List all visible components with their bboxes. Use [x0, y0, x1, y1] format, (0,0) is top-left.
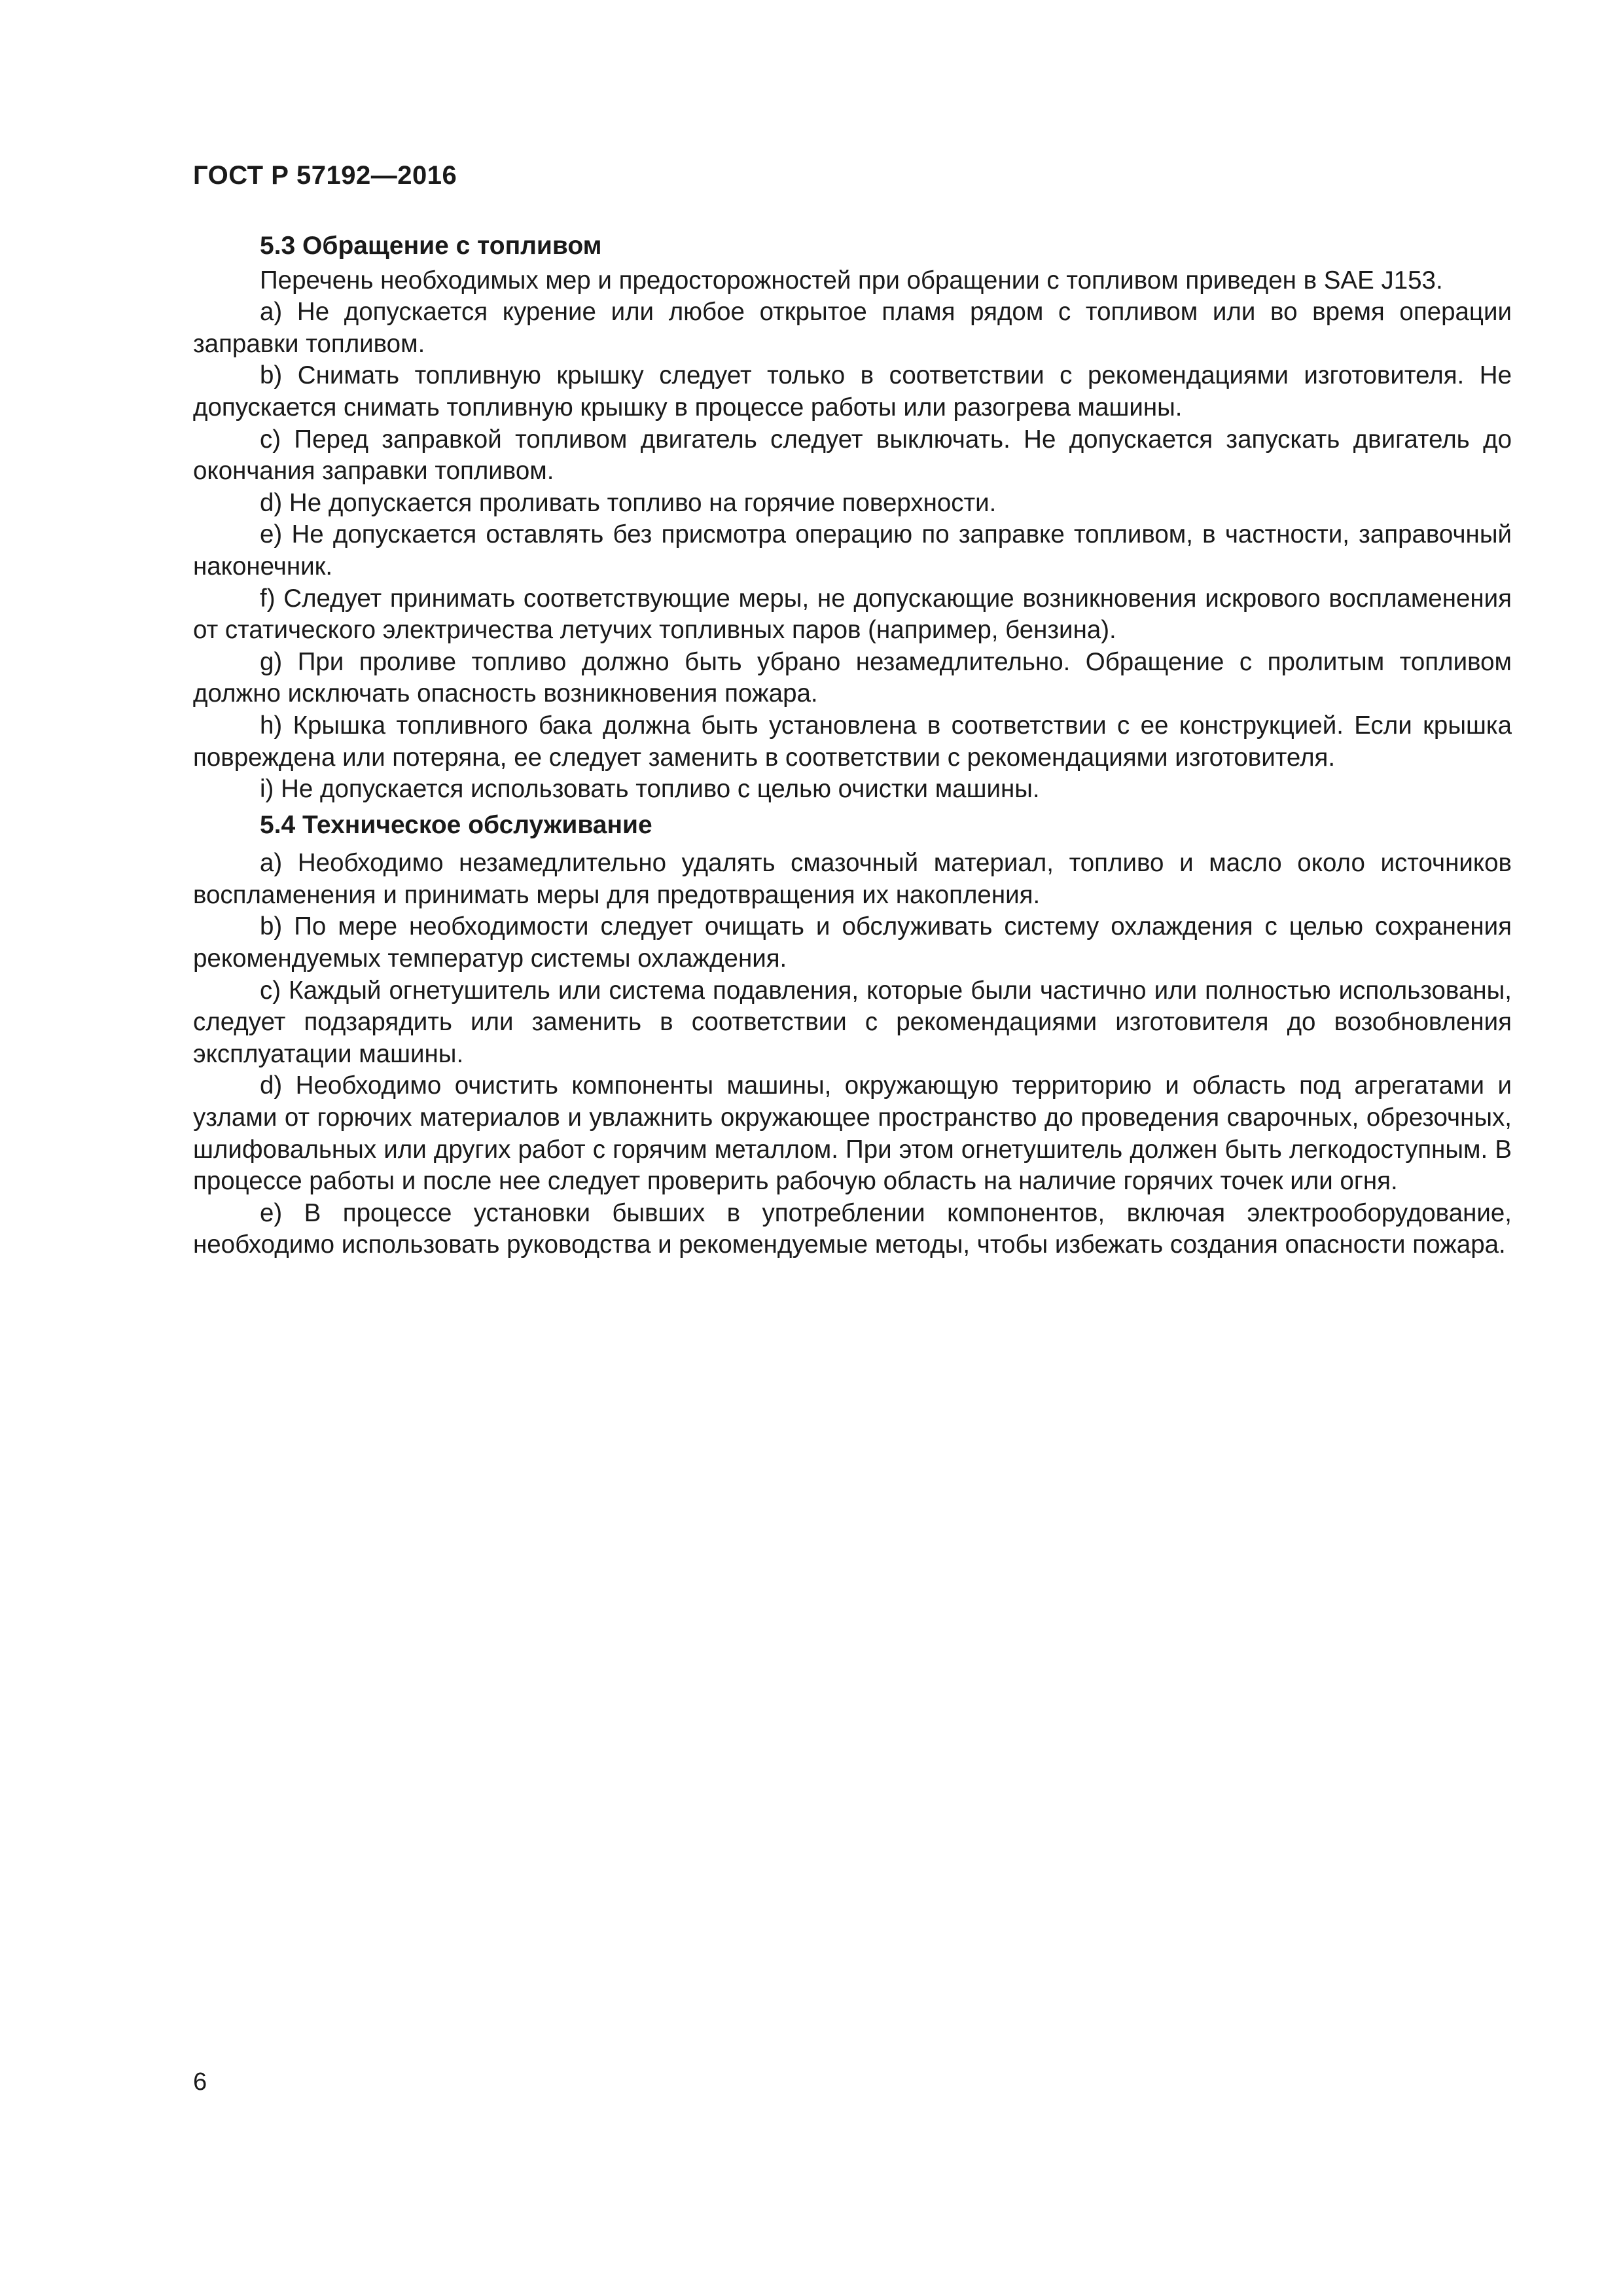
section-5-3-intro: Перечень необходимых мер и предосторожностей при обращении с топливом приведен в SAE J153.	[260, 266, 1443, 295]
page-body	[193, 230, 1512, 1261]
list-item: d) Не допускается проливать топливо на горячие поверхности.	[260, 488, 997, 517]
list-item: c) Каждый огнетушитель или система подавления, которые были частично или полностью использованы, следует подзарядить или заменить в соответствии с рекомендациями изготовителя до возобновления эксплуатации машины.	[193, 976, 1512, 1068]
list-item: a) Необходимо незамедлительно удалять смазочный материал, топливо и масло около источников воспламенения и принимать меры для предотвращения их накопления.	[193, 849, 1512, 909]
section-heading-5-4: 5.4 Техническое обслуживание	[260, 810, 652, 839]
list-item: e) В процессе установки бывших в употреблении компонентов, включая электрооборудование, необходимо использовать руководства и рекомендуемые методы, чтобы избежать создания опасности пожара.	[193, 1198, 1512, 1259]
list-item: b) По мере необходимости следует очищать и обслуживать систему охлаждения с целью сохранения рекомендуемых температур системы охлаждения.	[193, 912, 1512, 973]
list-item: e) Не допускается оставлять без присмотра операцию по заправке топливом, в частности, заправочный наконечник.	[193, 520, 1512, 581]
section-heading-5-3: 5.3 Обращение с топливом	[260, 232, 602, 260]
list-item: d) Необходимо очистить компоненты машины, окружающую территорию и область под агрегатами и узлами от горючих материалов и увлажнить окружающее пространство до проведения сварочных, обрезочных, шлифовальных или других работ с горячим металлом. При этом огнетушитель должен быть легкодоступным. В процессе работы и после нее следует проверить рабочую область на наличие горячих точек или огня.	[193, 1071, 1512, 1196]
list-item: f) Следует принимать соответствующие меры, не допускающие возникновения искрового воспламенения от статического электричества летучих топливных паров (например, бензина).	[193, 584, 1512, 645]
list-item: h) Крышка топливного бака должна быть установлена в соответствии с ее конструкцией. Если крышка повреждена или потеряна, ее следует заменить в соответствии с рекомендациями изготовителя.	[193, 711, 1512, 772]
list-item: g) При проливе топливо должно быть убрано незамедлительно. Обращение с пролитым топливом должно исключать опасность возникновения пожара.	[193, 647, 1512, 708]
list-item: a) Не допускается курение или любое открытое пламя рядом с топливом или во время операции заправки топливом.	[193, 298, 1512, 358]
page-number: 6	[193, 2068, 207, 2096]
list-item: i) Не допускается использовать топливо с целью очистки машины.	[260, 775, 1040, 804]
list-item: b) Снимать топливную крышку следует только в соответствии с рекомендациями изготовителя. Не допускается снимать топливную крышку в процессе работы или разогрева машины.	[193, 361, 1512, 422]
list-item: c) Перед заправкой топливом двигатель следует выключать. Не допускается запускать двигатель до окончания заправки топливом.	[193, 425, 1512, 486]
document-code: ГОСТ Р 57192—2016	[193, 161, 457, 190]
